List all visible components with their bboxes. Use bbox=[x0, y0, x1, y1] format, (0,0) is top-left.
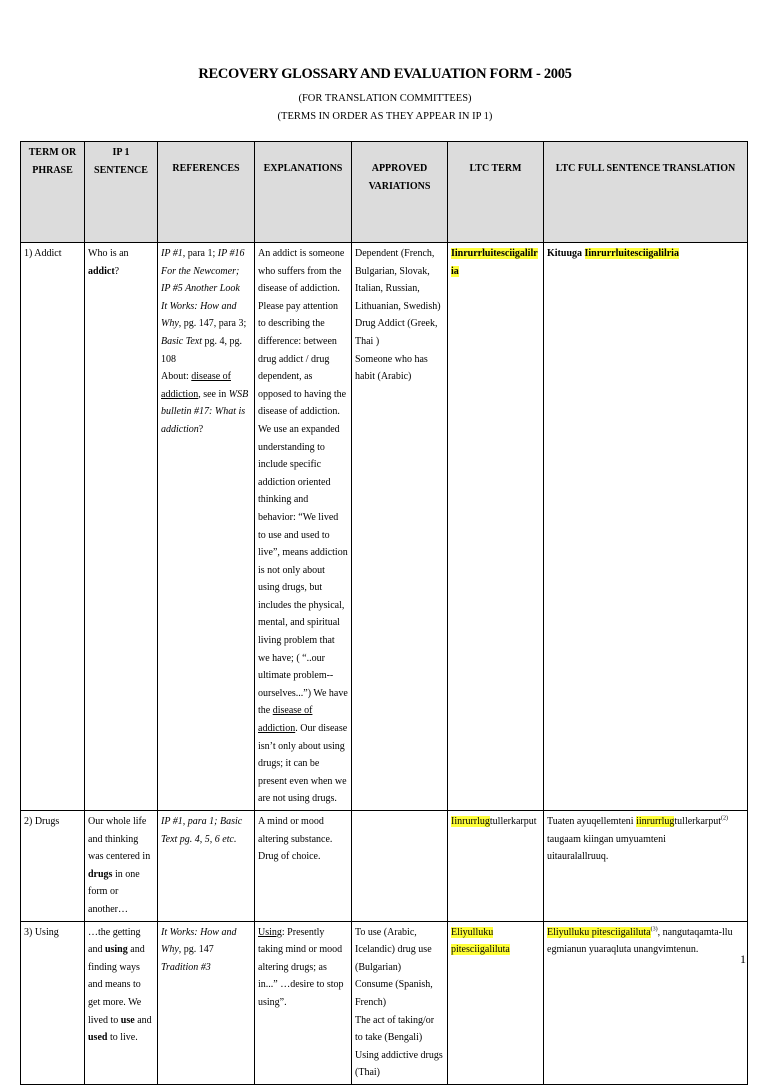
col-header-term: TERM OR PHRASE bbox=[21, 142, 85, 243]
cell-ip1-sentence: Who is an addict? bbox=[85, 243, 158, 811]
cell-references: IP #1, para 1; Basic Text pg. 4, 5, 6 etc. bbox=[158, 811, 255, 922]
page-number: 1 bbox=[740, 952, 746, 966]
glossary-table bbox=[20, 141, 748, 1085]
cell-explanation: A mind or mood altering substance. Drug of choice. bbox=[255, 811, 352, 922]
cell-references: It Works: How and Why, pg. 147 Tradition #3 bbox=[158, 921, 255, 1084]
table-row bbox=[21, 811, 748, 922]
cell-approved-variations bbox=[352, 811, 448, 922]
header-row bbox=[21, 142, 748, 243]
table-row bbox=[21, 921, 748, 1084]
cell-ltc-term: Eliyulluku pitesciigalilutа bbox=[448, 921, 544, 1084]
table-row bbox=[21, 243, 748, 811]
cell-approved-variations: To use (Arabic, Icelandic) drug use (Bulgarian) Consume (Spanish, French) The act of taking/or to take (Bengali) Using addictive drugs (Thai) bbox=[352, 921, 448, 1084]
page-title: RECOVERY GLOSSARY AND EVALUATION FORM - 2005 bbox=[198, 66, 572, 82]
cell-references: IP #1, para 1; IP #16 For the Newcomer; IP #5 Another Look It Works: How and Why, pg. 147, para 3; Basic Text pg. 4, pg. 108 About: disease of addiction, see in WSB bulletin #17: What is addiction? bbox=[158, 243, 255, 811]
cell-term: 1) Addict bbox=[21, 243, 85, 811]
cell-term: 2) Drugs bbox=[21, 811, 85, 922]
col-header-ltc-full-sentence: LTC FULL SENTENCE TRANSLATION bbox=[544, 142, 748, 243]
subtitle-order: (TERMS IN ORDER AS THEY APPEAR IN IP 1) bbox=[277, 111, 493, 122]
cell-approved-variations: Dependent (French, Bulgarian, Slovak, Italian, Russian, Lithuanian, Swedish) Drug Addict (Greek, Thai ) Someone who has habit (Arabic) bbox=[352, 243, 448, 811]
col-header-explanations: EXPLANATIONS bbox=[255, 142, 352, 243]
cell-ip1-sentence: …the getting and using and finding ways and means to get more. We lived to use and used to live. bbox=[85, 921, 158, 1084]
cell-ltc-term: Iinrurrluitesciigalilria bbox=[448, 243, 544, 811]
cell-explanation: An addict is someone who suffers from the disease of addiction. Please pay attention to describing the difference: between drug addict / drug dependent, as opposed to having the disease of addiction. We use an expanded understanding to include specific addiction oriented thinking and behavior: “We lived to use and used to live”, means addiction is not only about using drugs, but includes the physical, mental, and spiritual living problem that we have; ( “..our ultimate problem--ourselves...”) We have the disease of addiction. Our disease isn’t only about using drugs; it can be present even when we are not using drugs. bbox=[255, 243, 352, 811]
col-header-references: REFERENCES bbox=[158, 142, 255, 243]
cell-ltc-full-sentence: Eliyulluku pitesciigaliluta$^{(3)}$, nangutaqamta-llu egmianun yuaraqluta unangvimtenun. bbox=[544, 921, 748, 1084]
col-header-ltc-term: LTC TERM bbox=[448, 142, 544, 243]
cell-ltc-term: Iinrurrlugtullerkarput bbox=[448, 811, 544, 922]
cell-ltc-full-sentence: Kituuga Iinrurrluitesciigalilria bbox=[544, 243, 748, 811]
cell-term: 3) Using bbox=[21, 921, 85, 1084]
col-header-approved-variations: APPROVED VARIATIONS bbox=[352, 142, 448, 243]
col-header-ip1-sentence: IP 1 SENTENCE bbox=[85, 142, 158, 243]
cell-ip1-sentence: Our whole life and thinking was centered in drugs in one form or another… bbox=[85, 811, 158, 922]
cell-ltc-full-sentence: Tuaten ayuqellemteni iinrurrlugtullerkarput$^{(2)}$ taugaam kiingan umyuamteni uitauralallruuq. bbox=[544, 811, 748, 922]
subtitle: (FOR TRANSLATION COMMITTEES) bbox=[298, 93, 472, 104]
cell-explanation: Using: Presently taking mind or mood altering drugs; as in...” …desire to stop using”. bbox=[255, 921, 352, 1084]
